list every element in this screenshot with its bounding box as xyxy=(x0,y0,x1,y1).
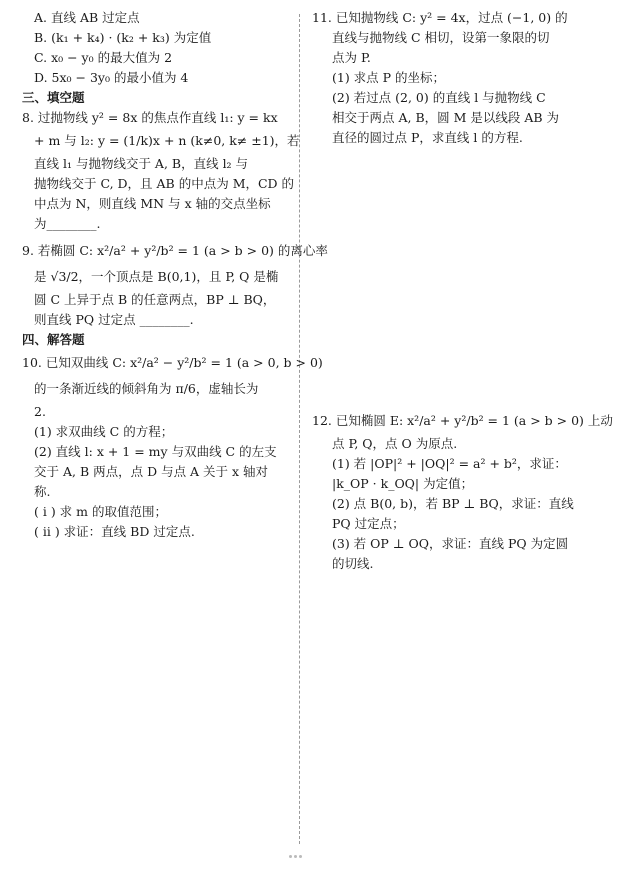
problem-11-line: 直线与抛物线 C 相切，设第一象限的切 xyxy=(332,30,550,45)
left-column-line: 直线 l₁ 与抛物线交于 A, B，直线 l₂ 与 xyxy=(34,156,249,171)
problem-12-line: 的切线. xyxy=(332,556,374,571)
left-column-line: ( ⅰ ) 求 m 的取值范围； xyxy=(34,504,167,519)
left-column-line: 抛物线交于 C, D，且 AB 的中点为 M，CD 的 xyxy=(34,176,295,191)
left-column-line: 圆 C 上异于点 B 的任意两点，BP ⊥ BQ， xyxy=(34,292,276,307)
left-column-line: A. 直线 AB 过定点 xyxy=(34,10,140,25)
problem-12-line: (3) 若 OP ⊥ OQ，求证：直线 PQ 为定圆 xyxy=(332,536,569,551)
left-column-line: + m 与 l₂: y = (1/k)x + n (k≠0, k≠ ±1)，若 xyxy=(34,133,300,148)
left-column-line: 四、解答题 xyxy=(22,332,85,347)
left-column-line: 10. 已知双曲线 C: x²/a² − y²/b² = 1 (a > 0, b > 0) xyxy=(22,355,323,370)
blank-answer-space xyxy=(312,148,608,408)
problem-12-line: |k_OP · k_OQ| 为定值； xyxy=(332,476,474,491)
left-column-line: 是 √3/2，一个顶点是 B(0,1)，且 P, Q 是椭 xyxy=(34,269,279,284)
left-column-line: 三、填空题 xyxy=(22,90,85,105)
problem-11-line: 相交于两点 A, B，圆 M 是以线段 AB 为 xyxy=(332,110,560,125)
left-column-line: 2. xyxy=(34,404,46,419)
left-column-line: 则直线 PQ 过定点 ________. xyxy=(34,312,194,327)
problem-12-line: (2) 点 B(0, b)，若 BP ⊥ BQ，求证：直线 xyxy=(332,496,574,511)
problem-12 xyxy=(312,408,613,574)
problem-11-line: (2) 若过点 (2, 0) 的直线 l 与抛物线 C xyxy=(332,90,546,105)
problem-12-line: 12. 已知椭圆 E: x²/a² + y²/b² = 1 (a > b > 0) 上动 xyxy=(312,413,613,428)
left-column-line: 9. 若椭圆 C: x²/a² + y²/b² = 1 (a > b > 0) 的离心率 xyxy=(22,243,328,258)
left-column-line: B. (k₁ + k₄) · (k₂ + k₃) 为定值 xyxy=(34,30,212,45)
problem-11-line: 直径的圆过点 P，求直线 l 的方程. xyxy=(332,130,523,145)
left-column-line: C. x₀ − y₀ 的最大值为 2 xyxy=(34,50,173,65)
footer-dots xyxy=(289,843,311,853)
left-column-line: 交于 A, B 两点，点 D 与点 A 关于 x 轴对 xyxy=(34,464,269,479)
left-column-line: (1) 求双曲线 C 的方程； xyxy=(34,424,174,439)
problem-12-line: (1) 若 |OP|² + |OQ|² = a² + b²，求证： xyxy=(332,456,567,471)
left-column-line: 8. 过抛物线 y² = 8x 的焦点作直线 l₁: y = kx xyxy=(22,110,278,125)
left-column-line: 中点为 N，则直线 MN 与 x 轴的交点坐标 xyxy=(34,196,271,211)
left-column-line: 为________. xyxy=(34,216,101,231)
problem-12-line: 点 P, Q，点 O 为原点. xyxy=(332,436,458,451)
left-column-line: ( ⅱ ) 求证：直线 BD 过定点. xyxy=(34,524,195,539)
left-column-line: 称. xyxy=(34,484,51,499)
problem-11-line: (1) 求点 P 的坐标； xyxy=(332,70,446,85)
problem-11-line: 11. 已知抛物线 C: y² = 4x，过点 (−1, 0) 的 xyxy=(312,10,568,25)
left-column xyxy=(22,8,328,542)
right-column xyxy=(312,8,613,574)
problem-11-line: 点为 P. xyxy=(332,50,371,65)
problem-11 xyxy=(312,8,608,148)
left-column-line: 的一条渐近线的倾斜角为 π/6，虚轴长为 xyxy=(34,381,259,396)
left-column-line: (2) 直线 l: x + 1 = my 与双曲线 C 的左支 xyxy=(34,444,277,459)
left-column-line: D. 5x₀ − 3y₀ 的最小值为 4 xyxy=(34,70,189,85)
problem-12-line: PQ 过定点； xyxy=(332,516,405,531)
